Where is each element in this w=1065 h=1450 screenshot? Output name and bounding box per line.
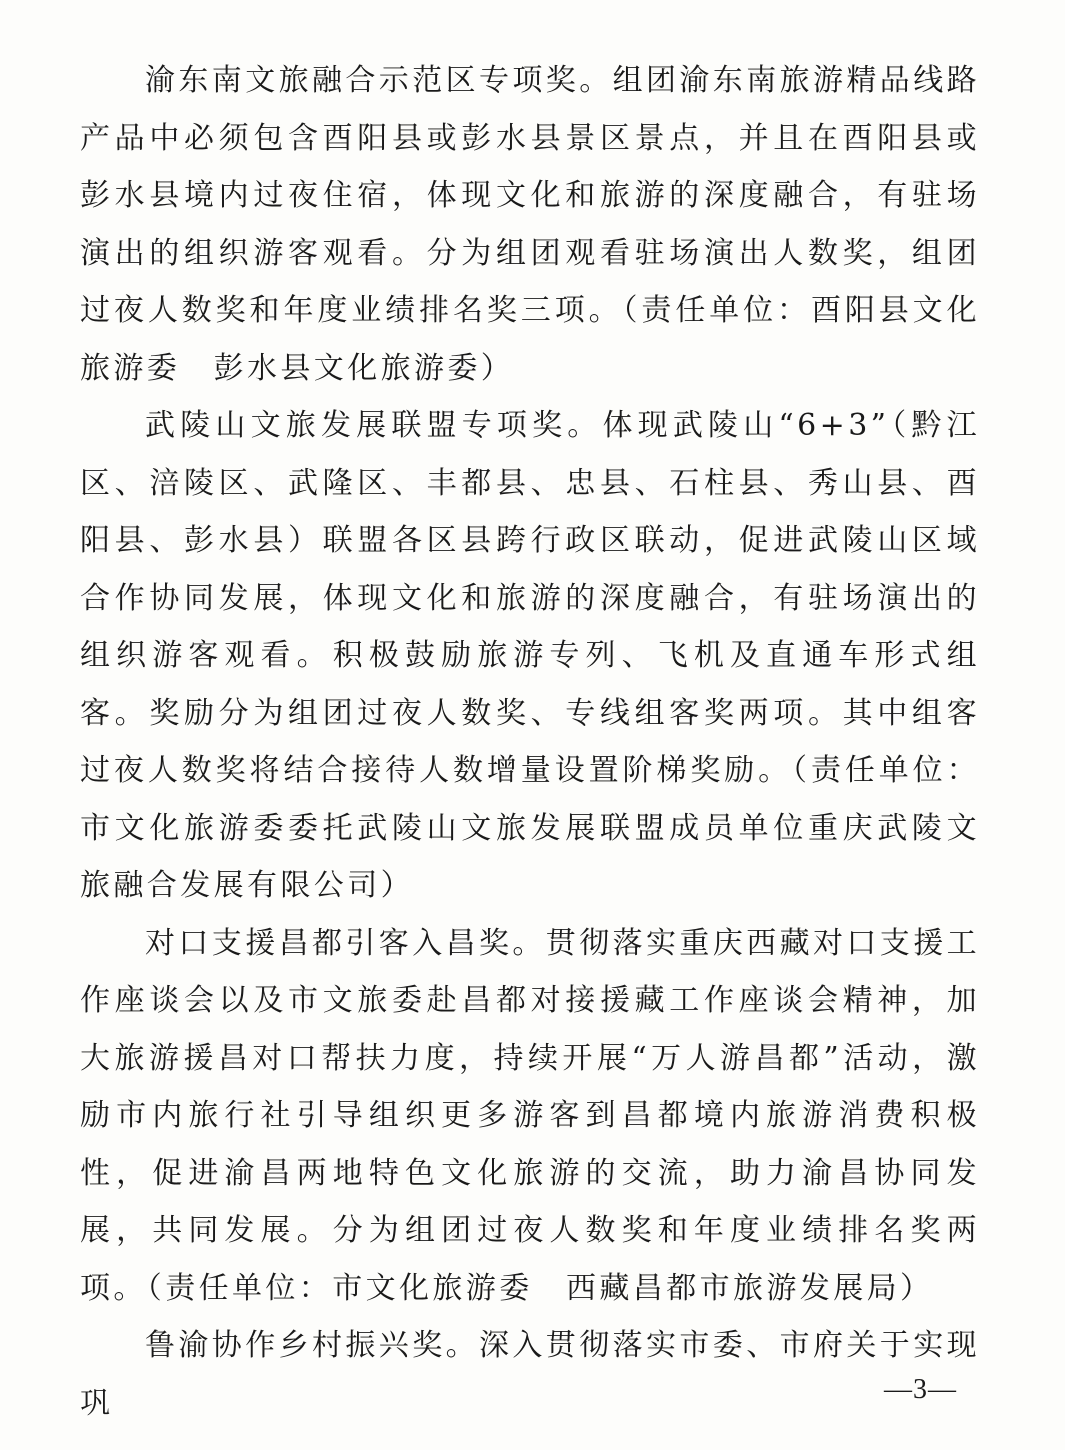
paragraph-luyu-award: 鲁渝协作乡村振兴奖。深入贯彻落实市委、市府关于实现巩 bbox=[80, 1328, 980, 1421]
document-body bbox=[80, 52, 980, 1432]
page-number: —3— bbox=[884, 1374, 957, 1405]
paragraph-changdu-award: 对口支援昌都引客入昌奖。贯彻落实重庆西藏对口支援工作座谈会以及市文旅委赴昌都对接援藏工作座谈会精神，加大旅游援昌对口帮扶力度，持续开展“万人游昌都”活动，激励市内旅行社引导组织更多游客到昌都境内旅游消费积极性，促进渝昌两地特色文化旅游的交流，助力渝昌协同发展，共同发展。分为组团过夜人数奖和年度业绩排名奖两项。（责任单位：市文化旅游委 西藏昌都市旅游发展局） bbox=[80, 925, 980, 1306]
paragraph-wulingshan-award: 武陵山文旅发展联盟专项奖。体现武陵山“6+3”（黔江区、涪陵区、武隆区、丰都县、忠县、石柱县、秀山县、酉阳县、彭水县）联盟各区县跨行政区联动，促进武陵山区域合作协同发展，体现文化和旅游的深度融合，有驻场演出的组织游客观看。积极鼓励旅游专列、飞机及直通车形式组客。奖励分为组团过夜人数奖、专线组客奖两项。其中组客过夜人数奖将结合接待人数增量设置阶梯奖励。（责任单位：市文化旅游委委托武陵山文旅发展联盟成员单位重庆武陵文旅融合发展有限公司） bbox=[80, 408, 980, 903]
paragraph-yudongnan-award: 渝东南文旅融合示范区专项奖。组团渝东南旅游精品线路产品中必须包含酉阳县或彭水县景区景点，并且在酉阳县或彭水县境内过夜住宿，体现文化和旅游的深度融合，有驻场演出的组织游客观看。分为组团观看驻场演出人数奖，组团过夜人数奖和年度业绩排名奖三项。（责任单位：酉阳县文化旅游委 彭水县文化旅游委） bbox=[80, 63, 980, 386]
